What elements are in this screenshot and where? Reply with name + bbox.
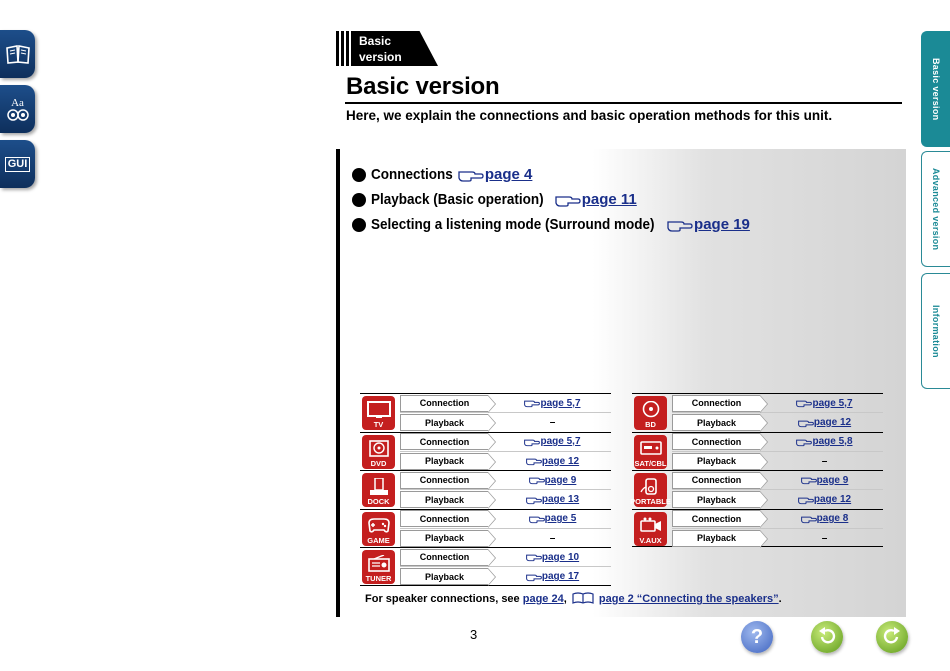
gui-label: GUI	[7, 157, 28, 170]
playback-label: Playback	[400, 491, 488, 508]
page-link[interactable]: page 12	[813, 494, 852, 506]
gui-icon	[5, 157, 31, 172]
pointing-hand-icon	[524, 398, 540, 408]
list-item	[352, 162, 750, 187]
device-label: DOCK	[367, 497, 390, 507]
connection-row	[672, 510, 883, 529]
page-link[interactable]: page 12	[541, 455, 580, 467]
separator: ,	[844, 397, 847, 409]
glossary-label: Aa	[11, 96, 24, 109]
playback-label: Playback	[400, 530, 488, 547]
connection-label: Connection	[672, 472, 760, 489]
connection-value	[488, 398, 611, 409]
pointing-hand-icon	[524, 437, 540, 447]
tab-label: Information	[931, 304, 941, 358]
pointing-hand-icon	[529, 514, 545, 524]
footnote-period: .	[778, 593, 782, 605]
dock-icon	[366, 478, 392, 497]
vaux-icon	[638, 517, 664, 536]
list-item-text: Connections	[371, 166, 453, 183]
page-link-text[interactable]: page 4	[484, 166, 533, 183]
device-row-bd	[632, 393, 883, 432]
device-table-left	[360, 393, 611, 586]
device-label: BD	[645, 420, 656, 429]
connection-label: Connection	[400, 395, 488, 412]
bullet-dot-icon	[352, 168, 366, 182]
tab-basic-version[interactable]	[921, 31, 950, 147]
device-badge	[634, 435, 667, 469]
separator: ,	[844, 436, 847, 448]
badge-line1: Basic	[359, 34, 392, 48]
pointing-hand-icon	[667, 218, 693, 232]
playback-value	[760, 417, 883, 428]
device-badge	[362, 473, 395, 507]
connection-row	[400, 548, 611, 567]
device-label: TV	[373, 420, 384, 429]
empty-value: –	[549, 417, 556, 428]
question-mark-icon: ?	[750, 625, 764, 648]
page-link[interactable]: page 9	[816, 474, 849, 486]
pointing-hand-icon	[796, 398, 812, 408]
pointing-hand-icon	[798, 495, 814, 505]
list-item-text: Selecting a listening mode (Surround mode)	[371, 216, 655, 233]
pointing-hand-icon	[801, 514, 817, 524]
page-link[interactable]	[667, 216, 750, 233]
connection-value	[488, 552, 611, 563]
list-item	[352, 212, 750, 237]
tab-advanced-version[interactable]	[921, 151, 950, 267]
connection-value	[760, 436, 883, 447]
connection-value	[760, 475, 883, 486]
page-link[interactable]	[458, 166, 533, 183]
sat-cbl-icon	[638, 440, 664, 459]
playback-value	[760, 494, 883, 505]
device-badge	[634, 396, 667, 430]
connection-value	[488, 513, 611, 524]
device-badge	[362, 512, 395, 546]
footnote	[365, 592, 782, 605]
page-link[interactable]: 8	[846, 436, 853, 448]
connection-label: Connection	[672, 510, 760, 527]
connection-value	[760, 513, 883, 524]
tab-label: Basic version	[931, 57, 941, 121]
pointing-hand-icon	[526, 495, 542, 505]
pointing-hand-icon	[458, 168, 484, 182]
empty-value: –	[549, 532, 556, 544]
connection-row	[400, 510, 611, 529]
separator: ,	[572, 397, 575, 409]
playback-row	[672, 529, 883, 548]
page-link[interactable]: page 9	[544, 474, 577, 486]
device-label: PORTABLE	[630, 497, 671, 507]
badge-stripes	[336, 31, 356, 66]
playback-value	[488, 456, 611, 467]
pointing-hand-icon	[555, 193, 581, 207]
device-row-v-aux	[632, 509, 883, 548]
device-badge	[630, 473, 671, 507]
footnote-link-page24[interactable]: page 24	[522, 593, 564, 605]
playback-row	[400, 452, 611, 471]
connection-row	[400, 471, 611, 490]
bullet-dot-icon	[352, 193, 366, 207]
tab-label: Advanced version	[931, 167, 941, 251]
playback-label: Playback	[672, 414, 760, 431]
connection-label: Connection	[400, 510, 488, 527]
device-label: GAME	[367, 535, 390, 545]
list-item	[352, 187, 750, 212]
pointing-hand-icon	[526, 572, 542, 582]
back-arrow-icon	[816, 626, 838, 648]
gui-button[interactable]	[0, 140, 35, 188]
page-link[interactable]: 7	[846, 397, 853, 409]
playback-label: Playback	[672, 453, 760, 470]
device-badge	[634, 512, 667, 546]
page-link[interactable]: page 8	[816, 513, 849, 525]
playback-row	[400, 567, 611, 586]
playback-label: Playback	[400, 414, 488, 431]
forward-button[interactable]	[876, 621, 908, 653]
intro-text: Here, we explain the connections and basic operation methods for this unit.	[346, 108, 833, 123]
playback-label: Playback	[672, 491, 760, 508]
device-badge	[362, 550, 395, 584]
connection-label: Connection	[672, 395, 760, 412]
page-link-text[interactable]: page 11	[581, 191, 637, 208]
page-link[interactable]: 7	[574, 436, 581, 448]
device-label: SAT/CBL	[634, 458, 667, 468]
playback-row	[400, 529, 611, 548]
playback-label: Playback	[400, 453, 488, 470]
playback-value	[488, 417, 611, 428]
page-link[interactable]	[555, 191, 637, 208]
page-link[interactable]: page 12	[813, 417, 852, 428]
connection-value	[488, 436, 611, 447]
page-number: 3	[470, 627, 478, 642]
playback-value	[760, 456, 883, 467]
page-link[interactable]: 7	[574, 397, 581, 409]
device-badge	[362, 396, 395, 430]
pointing-hand-icon	[796, 437, 812, 447]
page-link[interactable]: page 13	[541, 494, 580, 506]
contents-icon	[5, 43, 31, 65]
pointing-hand-icon	[798, 418, 814, 428]
badge-text	[359, 33, 402, 65]
device-row-tuner	[360, 547, 611, 586]
title-divider	[345, 102, 902, 104]
tv-icon	[366, 401, 392, 420]
device-label: DVD	[370, 458, 387, 468]
section-badge	[336, 31, 438, 66]
glossary-button[interactable]	[0, 85, 35, 133]
device-table-right	[632, 393, 883, 547]
back-button[interactable]	[811, 621, 843, 653]
footnote-text: For speaker connections, see	[365, 593, 523, 605]
topic-list	[352, 162, 750, 237]
tab-information[interactable]	[921, 273, 950, 389]
page-link[interactable]: page 17	[541, 571, 580, 583]
aa-glossary-icon	[6, 98, 30, 121]
connection-label: Connection	[400, 433, 488, 450]
badge-line2: version	[359, 50, 402, 64]
device-row-portable	[632, 470, 883, 509]
game-icon	[366, 517, 392, 536]
page-title: Basic version	[346, 73, 500, 100]
playback-label: Playback	[672, 530, 760, 547]
page-link[interactable]: page 5	[540, 397, 573, 409]
list-item-text: Playback (Basic operation)	[371, 191, 544, 208]
playback-row	[672, 452, 883, 471]
playback-value	[488, 494, 611, 505]
page-link-text[interactable]: page 19	[694, 216, 750, 233]
connection-label: Connection	[400, 549, 488, 566]
footnote-comma: ,	[563, 593, 567, 605]
playback-row	[672, 490, 883, 509]
device-row-game	[360, 509, 611, 548]
device-row-dock	[360, 470, 611, 509]
book-icon	[572, 592, 594, 604]
page-link[interactable]: page 5	[540, 436, 573, 448]
playback-row	[400, 490, 611, 509]
page-link[interactable]: page 5	[812, 436, 845, 448]
device-row-tv	[360, 393, 611, 432]
playback-value	[488, 571, 611, 582]
footnote-link-page2[interactable]: page 2 “Connecting the speakers”	[598, 593, 779, 605]
connection-value	[760, 398, 883, 409]
device-label: TUNER	[365, 574, 392, 584]
page-link[interactable]: page 10	[541, 551, 580, 563]
pointing-hand-icon	[529, 475, 545, 485]
pointing-hand-icon	[801, 475, 817, 485]
forward-arrow-icon	[881, 626, 903, 648]
contents-button[interactable]	[0, 30, 35, 78]
page-link[interactable]: page 5	[544, 513, 577, 525]
playback-value	[760, 533, 883, 544]
device-row-dvd	[360, 432, 611, 471]
connection-value	[488, 475, 611, 486]
device-badge	[362, 435, 395, 469]
device-label: V.AUX	[639, 535, 662, 545]
connection-row	[672, 433, 883, 452]
bullet-dot-icon	[352, 218, 366, 232]
pointing-hand-icon	[526, 552, 542, 562]
bd-icon	[638, 401, 664, 420]
pointing-hand-icon	[526, 456, 542, 466]
playback-row	[672, 413, 883, 432]
dvd-icon	[366, 440, 392, 459]
connection-row	[672, 471, 883, 490]
empty-value: –	[821, 532, 828, 544]
playback-row	[400, 413, 611, 432]
connection-row	[400, 433, 611, 452]
help-button[interactable]	[741, 621, 773, 653]
portable-icon	[638, 478, 664, 497]
connection-label: Connection	[400, 472, 488, 489]
empty-value: –	[821, 455, 828, 467]
connection-label: Connection	[672, 433, 760, 450]
tuner-icon	[366, 555, 392, 574]
panel-side-bar	[336, 149, 340, 617]
separator: ,	[572, 436, 575, 448]
playback-label: Playback	[400, 568, 488, 585]
connection-row	[672, 394, 883, 413]
connection-row	[400, 394, 611, 413]
page-link[interactable]: page 5	[812, 397, 845, 409]
playback-value	[488, 533, 611, 544]
device-row-sat-cbl	[632, 432, 883, 471]
